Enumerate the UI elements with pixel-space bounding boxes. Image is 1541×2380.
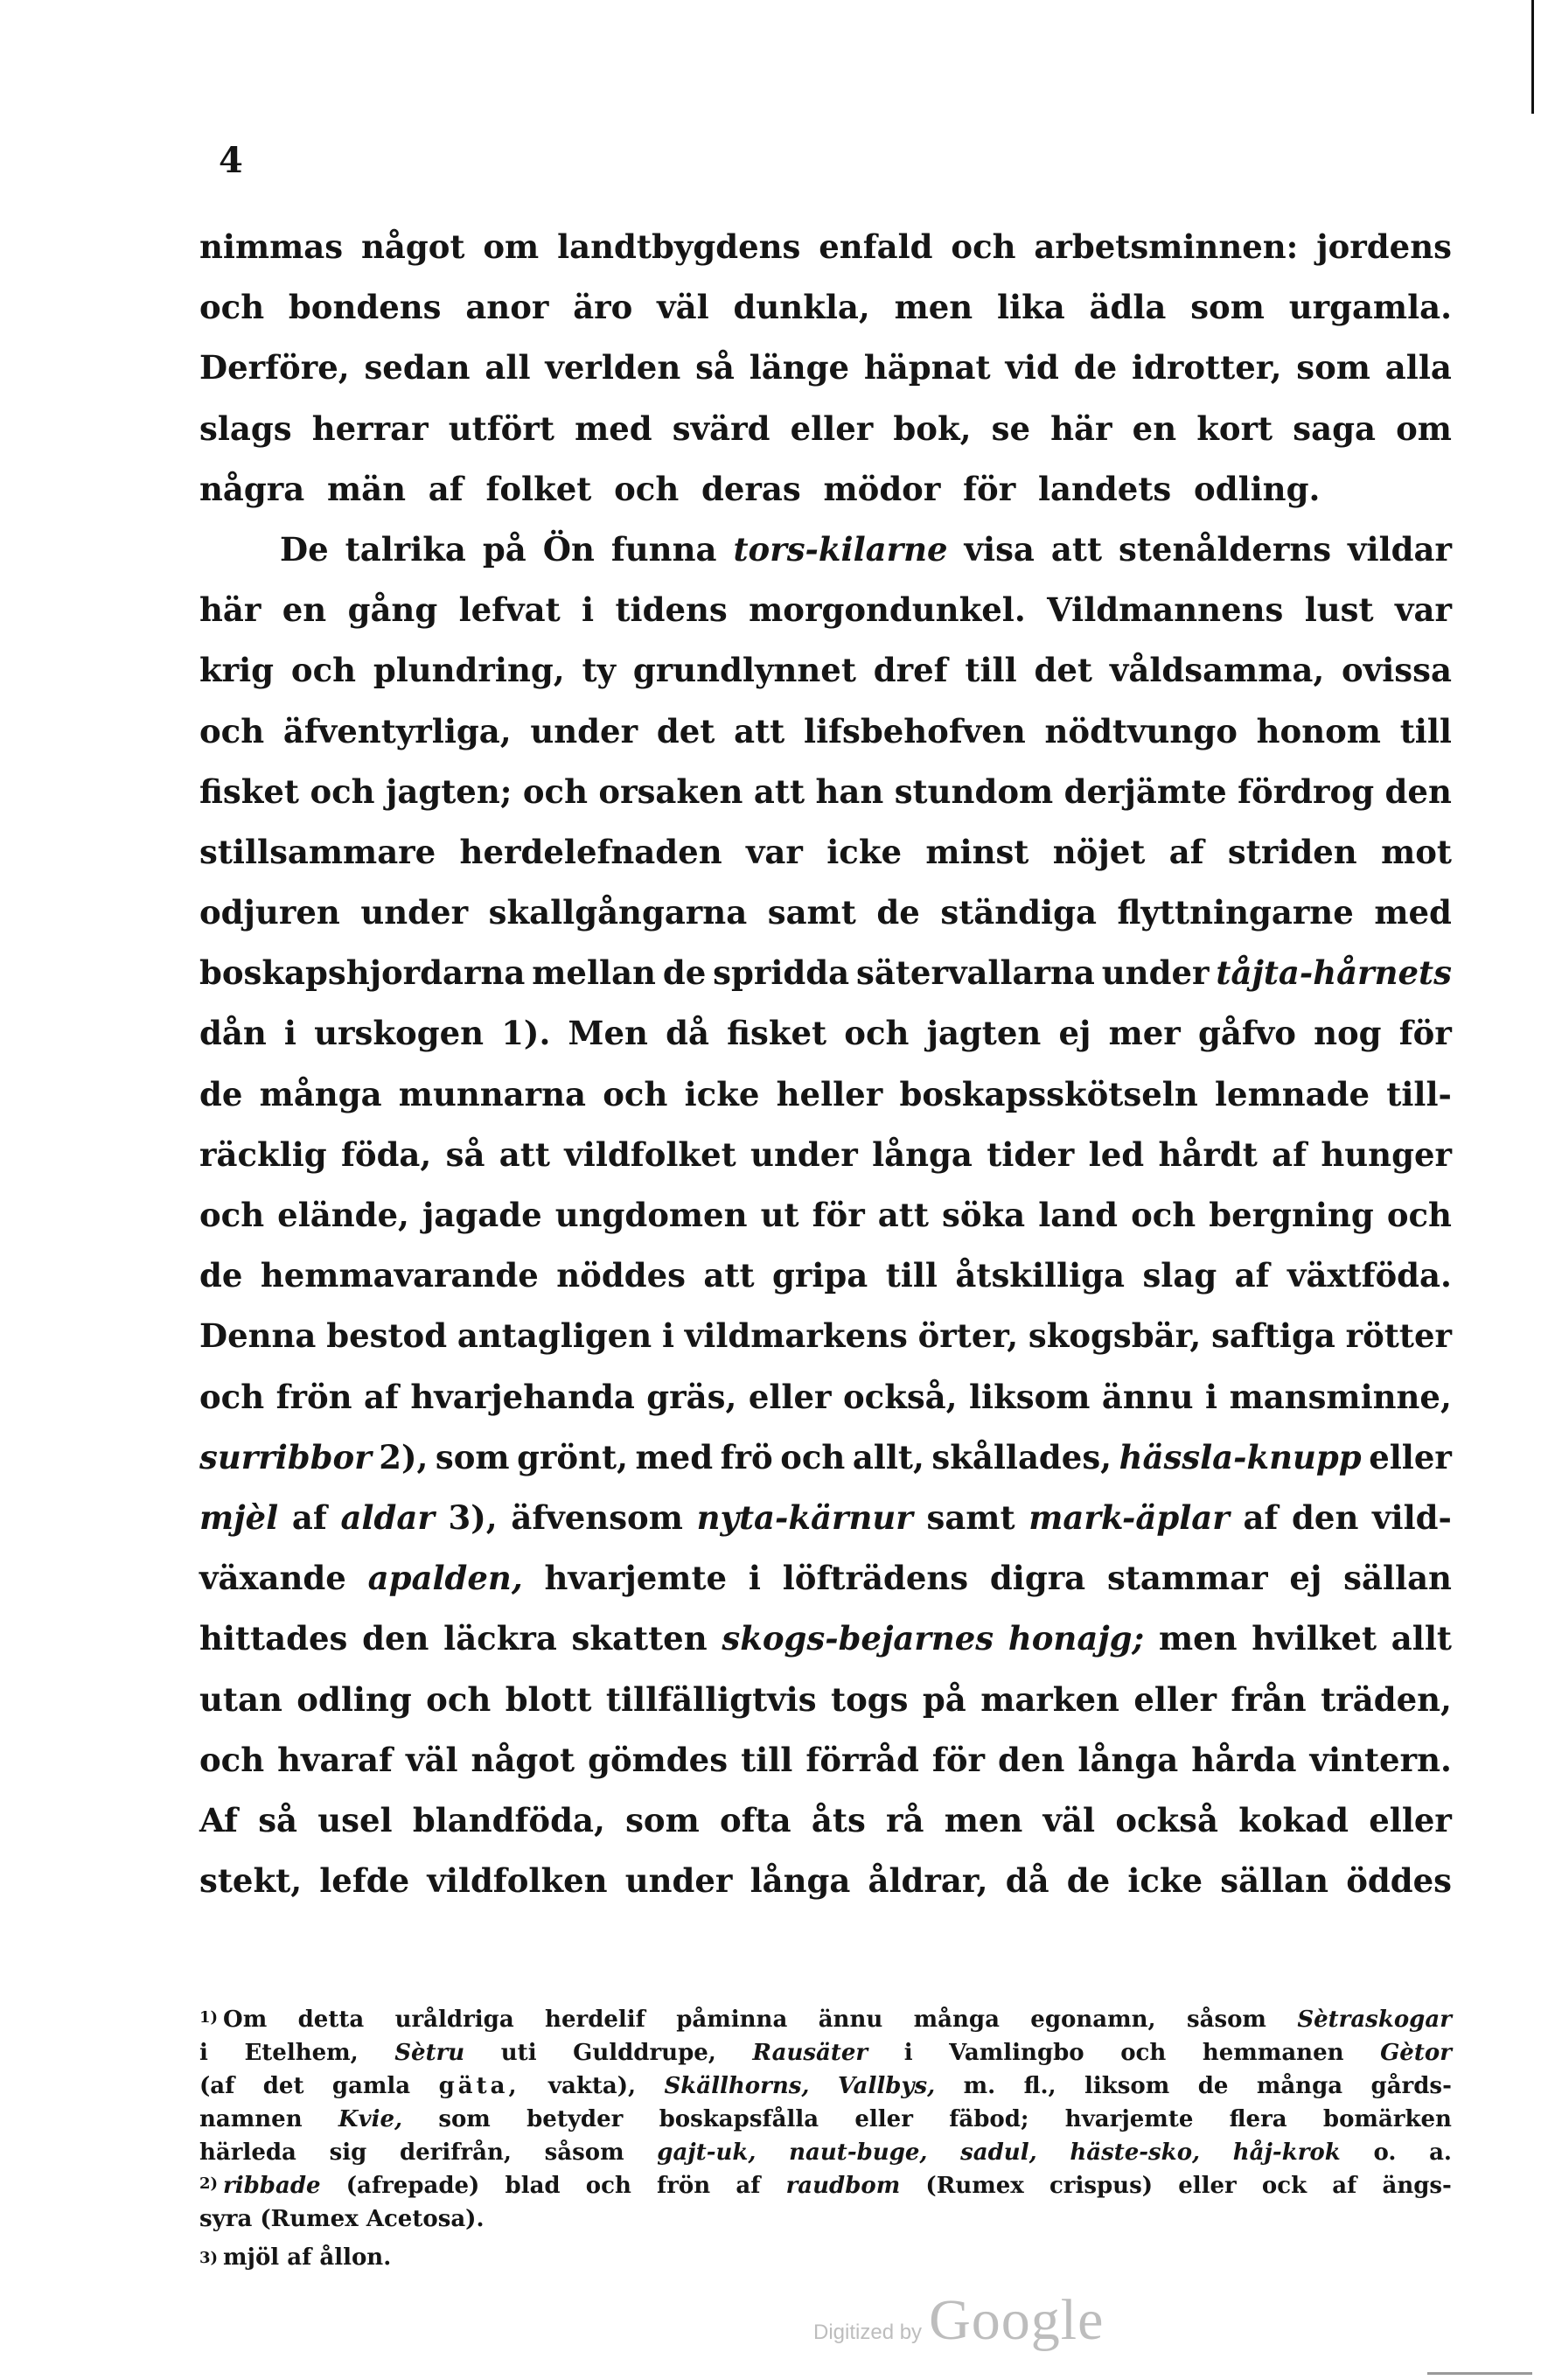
footnote-line: i Etelhem, Sètru uti Gulddrupe, Rausäter i Vamlingbo och hemmanen Gètor [199,2040,1452,2066]
watermark-prefix: Digitized by [813,2321,923,2344]
footnote-line: 3) mjöl af ållon. [199,2244,392,2271]
text-line: stekt, lefde vildfolken under långa åldrar, då de icke sällan öddes [199,1861,1452,1901]
footnote-line: syra (Rumex Acetosa). [199,2206,485,2232]
text-line: hittades den läckra skatten skogs-bejarnes honajg; men hvilket allt [199,1619,1452,1658]
text-line: de många munnarna och icke heller boskapsskötseln lemnade till- [199,1074,1452,1113]
footnote-line: $^{1)}$ Om detta uråldriga herdelif påminna ännu många egonamn, såsom Sètraskogar [199,2007,1452,2033]
text-line: mjèl af aldar 3), äfvensom nyta-kärnur samt mark-äplar af den vild- [199,1497,1452,1537]
scan-bottom-mark [1427,2372,1532,2375]
text-line: och äfventyrliga, under det att lifsbehofven nödtvungo honom till [199,711,1452,750]
text-line: boskapshjordarna mellan de spridda sätervallarna under tåjta-hårnets [199,953,1452,993]
text-line: De talrika på Ön funna tors-kilarne visa att stenålderns vildar [280,529,1452,569]
text-line: här en gång lefvat i tidens morgondunkel. Vildmannens lust var [199,590,1452,630]
digitized-watermark [813,2287,1181,2357]
text-line: krig och plundring, ty grundlynnet dref till det våldsamma, ovissa [199,651,1452,690]
body-text [199,217,1452,1911]
text-line: Af så usel blandföda, som ofta åts rå men väl också kokad eller [199,1800,1452,1839]
text-line: surribbor 2), som grönt, med frö och allt, skållades, hässla-knupp eller [199,1437,1452,1476]
text-line: utan odling och blott tillfälligtvis togs på marken eller från träden, [199,1679,1452,1719]
text-line: odjuren under skallgångarna samt de ständiga flyttningarne med [199,893,1452,932]
text-line: nimmas något om landtbygdens enfald och arbetsminnen: jordens [199,227,1452,266]
text-line: växande apalden, hvarjemte i löfträdens digra stammar ej sällan [199,1559,1452,1598]
text-line: och bondens anor äro väl dunkla, men lika ädla som urgamla. [199,288,1452,327]
footnotes-list-real [199,2003,1452,2274]
text-line: fisket och jagten; och orsaken att han stundom derjämte fördrog den [199,771,1452,811]
google-logo: Google [929,2288,1105,2352]
text-line: stillsammare herdelefnaden var icke minst nöjet af striden mot [199,832,1452,871]
text-line: dån i urskogen 1). Men då fisket och jagten ej mer gåfvo nog för [199,1014,1452,1053]
text-line: räcklig föda, så att vildfolket under långa tider led hårdt af hunger [199,1134,1452,1174]
text-line: Denna bestod antagligen i vildmarkens örter, skogsbär, saftiga rötter [199,1316,1452,1356]
text-line: de hemmavarande nöddes att gripa till åtskilliga slag af växtföda. [199,1256,1452,1295]
footnote-line: namnen Kvie, som betyder boskapsfålla eller fäbod; hvarjemte flera bomärken [199,2106,1452,2132]
text-line: slags herrar utfört med svärd eller bok, se här en kort saga om [199,408,1452,448]
text-line: och frön af hvarjehanda gräs, eller också, liksom ännu i mansminne, [199,1377,1452,1416]
page-number: 4 [219,140,243,181]
text-line: och elände, jagade ungdomen ut för att söka land och bergning och [199,1196,1452,1234]
footnote-line: (af det gamla gäta, vakta), Skällhorns, Vallbys, m. fl., liksom de många gårds- [199,2073,1452,2099]
text-line: Derföre, sedan all verlden så länge häpnat vid de idrotter, som alla [199,348,1452,387]
text-line: några män af folket och deras mödor för landets odling. [199,469,1321,508]
text-line: och hvaraf väl något gömdes till förråd för den långa hårda vintern. [199,1740,1452,1779]
footnote-line: härleda sig derifrån, såsom gajt-uk, naut-buge, sadul, häste-sko, håj-krok o. a. [199,2139,1452,2166]
footnote-line: $^{2)}$ ribbade (afrepade) blad och frön af raudbom (Rumex crispus) eller ock af ängs- [199,2173,1452,2199]
scan-edge-mark [1531,0,1534,114]
